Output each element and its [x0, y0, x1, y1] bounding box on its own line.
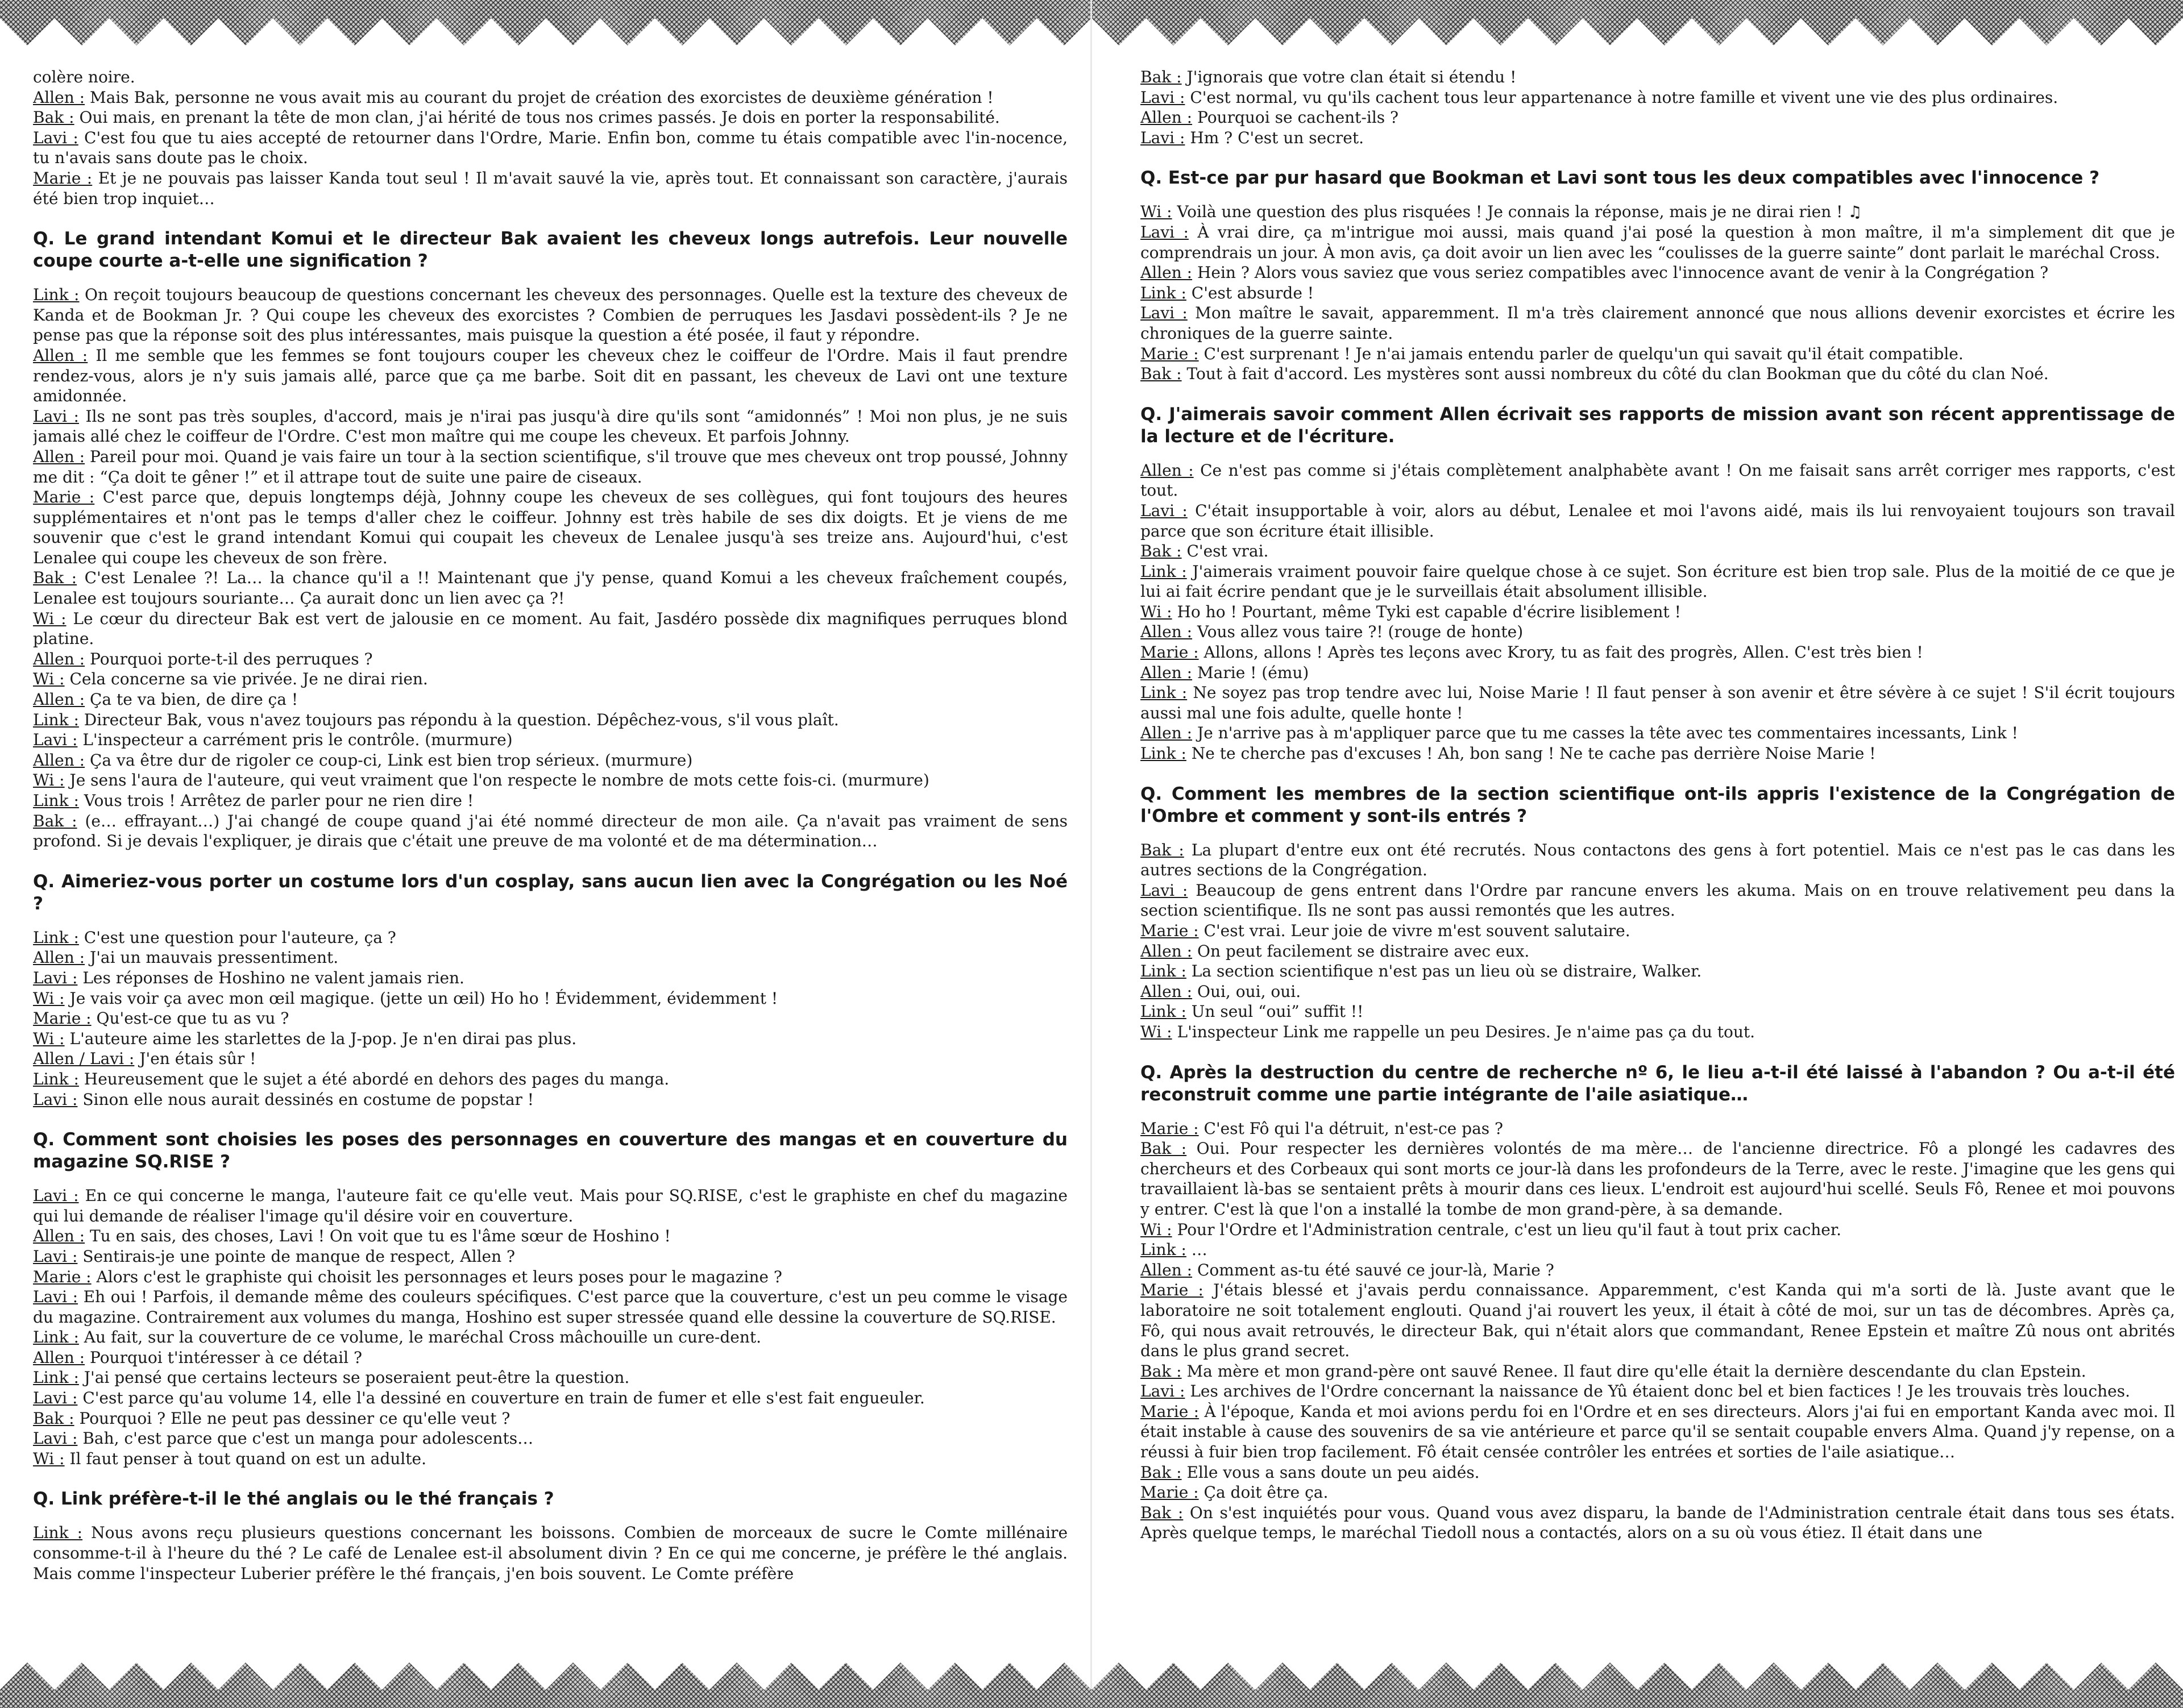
dialogue-line — [1140, 222, 2175, 263]
dialogue-text: Je sens l'aura de l'auteure, qui veut vraiment que l'on respecte le nombre de mots cette fois-ci. (murmure) — [69, 771, 929, 790]
speaker-name: Link : — [33, 1523, 83, 1543]
dialogue-line — [33, 1226, 1068, 1246]
dialogue-line — [33, 1408, 1068, 1429]
speaker-name: Bak : — [1140, 1503, 1184, 1522]
speaker-name: Wi : — [33, 609, 67, 628]
dialogue-text: Tu en sais, des choses, Lavi ! On voit que tu es l'âme sœur de Hoshino ! — [89, 1227, 671, 1246]
dialogue-text: Eh oui ! Parfois, il demande même des couleurs spécifiques. C'est parce que la couverture, c'est un peu comme le visage du magazine. Contrairement aux volumes du manga, Hoshino est super stressée quand elle dessine la couverture de SQ.RISE. — [33, 1287, 1068, 1327]
dialogue-text: Pourquoi ? Elle ne peut pas dessiner ce qu'elle veut ? — [79, 1408, 511, 1428]
dialogue-line — [33, 406, 1068, 447]
dialogue-text: Sinon elle nous aurait dessinés en costume de popstar ! — [82, 1090, 534, 1109]
speaker-name: Lavi : — [33, 1389, 78, 1408]
dialogue-line — [33, 669, 1068, 689]
question-heading: Q. Le grand intendant Komui et le directeur Bak avaient les cheveux longs autrefois. Leur nouvelle coupe courte a-t-elle une signification ? — [33, 228, 1068, 272]
speaker-name: Allen : — [33, 649, 85, 668]
speaker-name: Link : — [1140, 283, 1186, 302]
dialogue-line — [33, 107, 1068, 128]
dialogue-line — [33, 1287, 1068, 1327]
dialogue-text: En ce qui concerne le manga, l'auteure fait ce qu'elle veut. Mais pour SQ.RISE, c'est le graphiste en chef du magazine qui lui demande de réaliser l'image qu'il désire voir en couverture. — [33, 1186, 1068, 1225]
speaker-name: Allen : — [1140, 982, 1193, 1001]
speaker-name: Wi : — [1140, 1220, 1172, 1239]
speaker-name: Allen : — [33, 447, 85, 466]
question-heading: Q. Link préfère-t-il le thé anglais ou le thé français ? — [33, 1489, 554, 1510]
dialogue-line — [1140, 128, 2175, 148]
dialogue-text: … — [1191, 1240, 1207, 1260]
dialogue-line — [1140, 303, 2175, 343]
question-heading: Q. Est-ce par pur hasard que Bookman et Lavi sont tous les deux compatibles avec l'innocence ? — [1140, 168, 2100, 189]
speaker-name: Marie : — [1140, 1119, 1199, 1138]
page-gutter — [1090, 0, 1092, 1708]
speaker-name: Bak : — [1140, 1361, 1182, 1381]
speaker-name: Lavi : — [1140, 304, 1188, 323]
dialogue-text: Les archives de l'Ordre concernant la naissance de Yû étaient donc bel et bien factices ! Je les trouvais très louches. — [1190, 1382, 2130, 1401]
dialogue-text: C'est surprenant ! Je n'ai jamais entendu parler de quelqu'un qui savait qu'il était compatible. — [1203, 344, 1964, 363]
dialogue-text: Et je ne pouvais pas laisser Kanda tout seul ! Il m'avait sauvé la vie, après tout. Et connaissant son caractère, j'aurais été bien trop inquiet… — [33, 168, 1068, 208]
dialogue-text: Oui, oui, oui. — [1197, 982, 1301, 1001]
dialogue-text: C'est absurde ! — [1191, 283, 1314, 302]
dialogue-text: Ma mère et mon grand-père ont sauvé Renee. Il faut dire qu'elle était la dernière descendante du clan Epstein. — [1186, 1361, 2086, 1381]
dialogue-text: On s'est inquiétés pour vous. Quand vous avez disparu, la bande de l'Administration centrale était dans tous ses états. Après quelque temps, le maréchal Tiedoll nous a contactés, alors on a su où vous étiez. Il était dans une — [1140, 1503, 2175, 1543]
speaker-name: Bak : — [1140, 840, 1184, 859]
dialogue-line — [33, 1388, 1068, 1408]
dialogue-text: Ne soyez pas trop tendre avec lui, Noise Marie ! Il faut penser à son avenir et être sévère à ce sujet ! S'il écrit toujours aussi mal une fois adulte, quelle honte ! — [1140, 683, 2175, 722]
dialogue-text: Allons, allons ! Après tes leçons avec Krory, tu as fait des progrès, Allen. C'est très bien ! — [1203, 643, 1923, 662]
speaker-name: Marie : — [1140, 1402, 1200, 1421]
dialogue-line — [33, 710, 1068, 730]
dialogue-line — [1140, 723, 2175, 743]
question-heading: Q. Comment sont choisies les poses des personnages en couverture des mangas et en couverture du magazine SQ.RISE ? — [33, 1129, 1068, 1173]
dialogue-text: À vrai dire, ça m'intrigue moi aussi, mais quand j'ai posé la question à mon maître, il m'a simplement dit que je comprendrais un jour. À mon avis, ça doit avoir un lien avec les “coulisses de la guerre sainte” dont parlait le maréchal Cross. — [1140, 222, 2175, 262]
speaker-name: Allen : — [1140, 663, 1193, 682]
dialogue-line — [33, 1428, 1068, 1449]
dialogue-line — [1140, 562, 2175, 602]
speaker-name: Lavi : — [33, 968, 78, 987]
dialogue-line — [33, 609, 1068, 649]
left-text-column — [33, 67, 1068, 1659]
dialogue-text: Ho ho ! Pourtant, même Tyki est capable d'écrire lisiblement ! — [1177, 602, 1681, 621]
speaker-name: Wi : — [33, 1449, 65, 1468]
speaker-name: Link : — [1140, 1002, 1186, 1021]
dialogue-line — [1140, 541, 2175, 562]
dialogue-text: Ne te cherche pas d'excuses ! Ah, bon sang ! Ne te cache pas derrière Noise Marie ! — [1191, 744, 1876, 763]
speaker-name: Marie : — [1140, 643, 1199, 662]
speaker-name: Lavi : — [33, 128, 78, 147]
dialogue-text: Vous allez vous taire ?! (rouge de honte) — [1197, 622, 1524, 642]
dialogue-text: Vous trois ! Arrêtez de parler pour ne rien dire ! — [84, 791, 474, 810]
dialogue-line — [1140, 840, 2175, 880]
dialogue-text: C'est fou que tu aies accepté de retourner dans l'Ordre, Marie. Enfin bon, comme tu étais compatible avec l'in-nocence, tu n'avais sans doute pas le choix. — [33, 128, 1068, 168]
speaker-name: Link : — [33, 928, 79, 947]
speaker-name: Marie : — [33, 1267, 92, 1286]
question-heading: Q. J'aimerais savoir comment Allen écrivait ses rapports de mission avant son récent apprentissage de la lecture et de l'écriture. — [1140, 404, 2175, 447]
dialogue-line — [33, 1186, 1068, 1226]
dialogue-text: J'ignorais que votre clan était si étendu ! — [1186, 68, 1517, 86]
speaker-name: Wi : — [33, 988, 65, 1008]
dialogue-text: colère noire. — [33, 68, 135, 86]
speaker-name: Allen : — [1140, 1260, 1193, 1279]
speaker-name: Marie : — [33, 488, 95, 507]
speaker-name: Bak : — [1140, 1462, 1182, 1482]
dialogue-text: On reçoit toujours beaucoup de questions concernant les cheveux des personnages. Quelle est la texture des cheveux de Kanda et de Bookman Jr. ? Qui coupe les cheveux des exorcistes ? Combien de perruques les Jasdavi possèdent-ils ? Je ne pense pas que la réponse soit des plus intéressantes, mais puisque la question a été posée, il faut y répondre. — [33, 285, 1068, 345]
dialogue-text: Elle vous a sans doute un peu aidés. — [1186, 1462, 1480, 1482]
dialogue-line — [33, 1049, 1068, 1069]
speaker-name: Link : — [33, 710, 79, 729]
dialogue-line — [33, 1267, 1068, 1287]
dialogue-line — [1140, 1280, 2175, 1361]
dialogue-line — [1140, 1138, 2175, 1219]
dialogue-text: Hein ? Alors vous saviez que vous seriez compatibles avec l'innocence avant de venir à la Congrégation ? — [1197, 263, 2049, 282]
dialogue-line — [1140, 88, 2175, 108]
dialogue-text: Ce n'est pas comme si j'étais complètement analphabète avant ! On me faisait sans arrêt corriger mes rapports, c'est tout. — [1140, 460, 2175, 500]
speaker-name: Marie : — [1140, 1281, 1203, 1300]
dialogue-text: C'est vrai. Leur joie de vivre m'est souvent salutaire. — [1203, 921, 1630, 940]
speaker-name: Allen : — [33, 948, 85, 967]
dialogue-line — [1140, 961, 2175, 982]
dialogue-text: Un seul “oui” suffit !! — [1191, 1002, 1364, 1021]
dialogue-text: À l'époque, Kanda et moi avions perdu foi en l'Ordre et en ses directeurs. Alors j'ai fui en emportant Kanda avec moi. Il était instable à cause des souvenirs de sa vie antérieure et parce qu'il se sentait coupable envers Alma. Quand j'y repense, on a réussi à fuir bien trop facilement. Fô était censée contrôler les entrées et sorties de l'aile asiatique… — [1140, 1402, 2175, 1462]
dialogue-text: Je vais voir ça avec mon œil magique. (jette un œil) Ho ho ! Évidemment, évidemment ! — [69, 988, 778, 1008]
speaker-name: Bak : — [1140, 542, 1182, 561]
speaker-name: Lavi : — [1140, 1382, 1185, 1401]
dialogue-line — [33, 346, 1068, 406]
dialogue-line — [33, 750, 1068, 771]
dialogue-text: Ça te va bien, de dire ça ! — [89, 690, 298, 709]
dialogue-text: Oui. Pour respecter les dernières volontés de ma mère… de l'ancienne directrice. Fô a plongé les cadavres des chercheurs et des Corbeaux qui sont morts ce jour-là dans les profondeurs de la Terre, avec le reste. J'imagine que les gens qui travaillaient là-bas se sentaient prêts à mourir dans ces lieux. L'endroit est aujourd'hui scellé. Seuls Fô, Renee et moi pouvons y entrer. C'est là que l'on a installé la tombe de mon grand-père, à sa demande. — [1140, 1139, 2175, 1219]
speaker-name: Lavi : — [1140, 88, 1185, 107]
dialogue-text: J'étais blessé et j'avais perdu connaissance. Apparemment, c'est Kanda qui m'a sorti de là. Juste avant que le laboratoire ne soit totalement englouti. Quand j'ai rouvert les yeux, il était à côté de moi, sur un tas de décombres. Après ça, Fô, qui nous avait retrouvés, le directeur Bak, qui n'était alors que commandant, Renee Epstein et maître Zû nous ont abrités dans le plus grand secret. — [1140, 1281, 2175, 1361]
speaker-name: Link : — [1140, 1240, 1186, 1260]
dialogue-line — [1140, 642, 2175, 663]
dialogue-line — [1140, 1260, 2175, 1281]
dialogue-text: C'est Lenalee ?! La… la chance qu'il a !! Maintenant que j'y pense, quand Komui a les cheveux fraîchement coupés, Lenalee est toujours souriante… Ça aurait donc un lien avec ça ?! — [33, 568, 1068, 608]
speaker-name: Link : — [33, 1368, 79, 1387]
speaker-name: Link : — [1140, 962, 1186, 981]
speaker-name: Allen : — [33, 1227, 85, 1246]
dialogue-text: Pourquoi se cachent-ils ? — [1197, 108, 1399, 127]
dialogue-line — [33, 791, 1068, 811]
dialogue-text: Il me semble que les femmes se font toujours couper les cheveux chez le coiffeur de l'Ordre. Mais il faut prendre rendez-vous, alors je n'y suis jamais allé, parce que ça me barbe. Soit dit en passant, les cheveux de Lavi ont une texture amidonnée. — [33, 346, 1068, 406]
dialogue-line — [33, 1348, 1068, 1368]
dialogue-line — [33, 689, 1068, 710]
dialogue-text: Tout à fait d'accord. Les mystères sont aussi nombreux du côté du clan Bookman que du côté du clan Noé. — [1186, 364, 2049, 384]
speaker-name: Lavi : — [33, 1246, 78, 1266]
speaker-name: Wi : — [33, 670, 65, 689]
dialogue-text: Ça doit être ça. — [1203, 1483, 1329, 1502]
dialogue-line — [1140, 460, 2175, 501]
dialogue-line — [33, 1008, 1068, 1029]
dialogue-line — [1140, 921, 2175, 941]
dialogue-line — [1140, 982, 2175, 1002]
dialogue-line — [33, 1246, 1068, 1267]
speaker-name: Allen : — [33, 346, 88, 365]
speaker-name: Wi : — [33, 1029, 65, 1048]
dialogue-line — [33, 811, 1068, 851]
speaker-name: Lavi : — [33, 1287, 78, 1307]
dialogue-line — [1140, 202, 2175, 222]
dialogue-text: C'est Fô qui l'a détruit, n'est-ce pas ? — [1203, 1119, 1504, 1138]
dialogue-text: Bah, c'est parce que c'est un manga pour adolescents… — [82, 1429, 534, 1448]
dialogue-line — [33, 1449, 1068, 1469]
speaker-name: Marie : — [33, 168, 93, 188]
speaker-name: Allen / Lavi : — [33, 1049, 135, 1069]
dialogue-line — [1140, 743, 2175, 764]
dialogue-text: Ça va être dur de rigoler ce coup-ci, Link est bien trop sérieux. (murmure) — [89, 750, 693, 770]
speaker-name: Lavi : — [1140, 128, 1185, 147]
speaker-name: Allen : — [33, 750, 85, 770]
dialogue-line — [33, 928, 1068, 948]
dialogue-text: Pareil pour moi. Quand je vais faire un tour à la section scientifique, s'il trouve que mes cheveux ont trop poussé, Johnny me dit : “Ça doit te gêner !” et il attrape tout de suite une paire de ciseaux. — [33, 447, 1068, 487]
speaker-name: Link : — [1140, 683, 1188, 703]
dialogue-text: J'aimerais vraiment pouvoir faire quelque chose à ce sujet. Son écriture est bien trop sale. Plus de la moitié de ce que je lui ai fait écrire pendant que je le surveillais était absolument illisible. — [1140, 562, 2175, 601]
dialogue-text: Directeur Bak, vous n'avez toujours pas répondu à la question. Dépêchez-vous, s'il vous plaît. — [84, 710, 839, 729]
dialogue-line — [1140, 1402, 2175, 1462]
dialogue-line — [1140, 941, 2175, 962]
dialogue-line — [1140, 501, 2175, 541]
dialogue-text: Cela concerne sa vie privée. Je ne dirai rien. — [69, 670, 428, 689]
dialogue-line — [33, 770, 1068, 791]
dialogue-line — [33, 487, 1068, 568]
dialogue-text: J'en étais sûr ! — [139, 1049, 256, 1069]
question-heading: Q. Après la destruction du centre de recherche nº 6, le lieu a-t-il été laissé à l'abandon ? Ou a-t-il été reconstruit comme une partie intégrante de l'aile asiatique… — [1140, 1062, 2175, 1105]
dialogue-line — [1140, 1001, 2175, 1022]
speaker-name: Allen : — [33, 88, 85, 107]
speaker-name: Lavi : — [33, 1090, 78, 1109]
speaker-name: Allen : — [1140, 263, 1193, 282]
speaker-name: Bak : — [33, 811, 77, 830]
dialogue-text: Il faut penser à tout quand on est un adulte. — [69, 1449, 426, 1468]
speaker-name: Bak : — [1140, 364, 1182, 384]
dialogue-line — [1140, 1119, 2175, 1139]
speaker-name: Marie : — [1140, 1483, 1199, 1502]
dialogue-line — [1140, 67, 2175, 88]
dialogue-text: L'auteure aime les starlettes de la J-pop. Je n'en dirai pas plus. — [69, 1029, 577, 1048]
dialogue-text: Les réponses de Hoshino ne valent jamais rien. — [82, 968, 464, 987]
dialogue-line — [1140, 683, 2175, 723]
dialogue-text: Pour l'Ordre et l'Administration centrale, c'est un lieu qu'il faut à tout prix cacher. — [1177, 1220, 1842, 1239]
speaker-name: Link : — [1140, 744, 1186, 763]
dialogue-text: Marie ! (ému) — [1197, 663, 1309, 682]
dialogue-text: J'ai un mauvais pressentiment. — [89, 948, 339, 967]
dialogue-line — [33, 568, 1068, 608]
dialogue-line — [33, 1090, 1068, 1110]
speaker-name: Lavi : — [1140, 501, 1188, 520]
dialogue-line — [33, 168, 1068, 209]
speaker-name: Lavi : — [1140, 222, 1189, 242]
speaker-name: Allen : — [1140, 941, 1193, 961]
speaker-name: Marie : — [1140, 921, 1199, 940]
dialogue-text: Qu'est-ce que tu as vu ? — [96, 1009, 289, 1028]
dialogue-text: Sentirais-je une pointe de manque de respect, Allen ? — [82, 1246, 516, 1266]
dialogue-text: Le cœur du directeur Bak est vert de jalousie en ce moment. Au fait, Jasdéro possède dix magnifiques perruques blond platine. — [33, 609, 1068, 649]
dialogue-line — [1140, 344, 2175, 364]
dialogue-line — [1140, 107, 2175, 128]
speaker-name: Lavi : — [33, 1429, 78, 1448]
speaker-name: Marie : — [33, 1009, 92, 1028]
dialogue-text: Pourquoi t'intéresser à ce détail ? — [89, 1348, 362, 1367]
dialogue-line — [33, 67, 1068, 88]
dialogue-text: Alors c'est le graphiste qui choisit les personnages et leurs poses pour le magazine ? — [96, 1267, 782, 1286]
dialogue-text: Hm ? C'est un secret. — [1190, 128, 1364, 147]
question-heading: Q. Comment les membres de la section scientifique ont-ils appris l'existence de la Congrégation de l'Ombre et comment y sont-ils entrés ? — [1140, 783, 2175, 826]
dialogue-line — [33, 88, 1068, 108]
dialogue-line — [1140, 1462, 2175, 1483]
dialogue-text: Mais Bak, personne ne vous avait mis au courant du projet de création des exorcistes de deuxième génération ! — [89, 88, 994, 107]
dialogue-text: Mon maître le savait, apparemment. Il m'a très clairement annoncé que nous allions devenir exorcistes et écrire les chroniques de la guerre sainte. — [1140, 304, 2175, 343]
dialogue-text: C'est normal, vu qu'ils cachent tous leur appartenance à notre famille et vivent une vie des plus ordinaires. — [1190, 88, 2059, 107]
speaker-name: Allen : — [1140, 622, 1193, 642]
dialogue-text: Ils ne sont pas très souples, d'accord, mais je n'irai pas jusqu'à dire qu'ils sont “amidonnés” ! Moi non plus, je ne suis jamais allé chez le coiffeur de l'Ordre. C'est mon maître qui me coupe les cheveux. Et parfois Johnny. — [33, 406, 1068, 446]
dialogue-line — [33, 649, 1068, 670]
speaker-name: Link : — [33, 285, 80, 305]
dialogue-text: Nous avons reçu plusieurs questions concernant les boissons. Combien de morceaux de sucre le Comte millénaire consomme-t-il à l'heure du thé ? Le café de Lenalee est-il absolument divin ? En ce qui me concerne, je préfère le thé anglais. Mais comme l'inspecteur Luberier préfère le thé français, j'en bois souvent. Le Comte préfère — [33, 1523, 1068, 1583]
question-heading: Q. Aimeriez-vous porter un costume lors d'un cosplay, sans aucun lien avec la Congrégation ou les Noé ? — [33, 871, 1068, 914]
speaker-name: Lavi : — [33, 406, 79, 426]
dialogue-text: C'est parce qu'au volume 14, elle l'a dessiné en couverture en train de fumer et elle s'est fait engueuler. — [82, 1389, 925, 1408]
dialogue-line — [1140, 1220, 2175, 1240]
dialogue-text: L'inspecteur Link me rappelle un peu Desires. Je n'aime pas ça du tout. — [1177, 1022, 1755, 1041]
dialogue-line — [1140, 1022, 2175, 1042]
dialogue-text: Beaucoup de gens entrent dans l'Ordre par rancune envers les akuma. Mais on en trouve relativement peu dans la section scientifique. Ils ne sont pas aussi remontés que les autres. — [1140, 880, 2175, 920]
dialogue-line — [33, 447, 1068, 487]
dialogue-line — [1140, 1482, 2175, 1503]
dialogue-line — [33, 1523, 1068, 1584]
speaker-name: Wi : — [1140, 1022, 1172, 1041]
speaker-name: Bak : — [33, 1408, 74, 1428]
speaker-name: Bak : — [33, 568, 77, 588]
dialogue-text: C'est une question pour l'auteure, ça ? — [84, 928, 396, 947]
dialogue-text: Je n'arrive pas à m'appliquer parce que tu me casses la tête avec tes commentaires incessants, Link ! — [1197, 724, 2018, 743]
dialogue-line — [1140, 663, 2175, 683]
dialogue-line — [33, 730, 1068, 750]
dialogue-text: Voilà une question des plus risquées ! Je connais la réponse, mais je ne dirai rien ! ♫ — [1177, 202, 1862, 222]
dialogue-line — [33, 128, 1068, 168]
speaker-name: Lavi : — [33, 1186, 79, 1206]
speaker-name: Allen : — [1140, 460, 1194, 480]
dialogue-text: C'est parce que, depuis longtemps déjà, Johnny coupe les cheveux de ses collègues, qui font toujours des heures supplémentaires et n'ont pas le temps d'aller chez le coiffeur. Johnny est très habile de ses dix doigts. Et je viens de me souvenir que c'est le grand intendant Komui qui coupait les cheveux de Lenalee jusqu'à ses treize ans. Aujourd'hui, c'est Lenalee qui coupe les cheveux de son frère. — [33, 488, 1068, 567]
dialogue-line — [1140, 622, 2175, 642]
dialogue-line — [33, 1327, 1068, 1348]
dialogue-text: J'ai pensé que certains lecteurs se poseraient peut-être la question. — [84, 1368, 630, 1387]
dialogue-line — [33, 1029, 1068, 1049]
speaker-name: Lavi : — [33, 730, 78, 750]
dialogue-line — [33, 947, 1068, 968]
dialogue-text: La section scientifique n'est pas un lieu où se distraire, Walker. — [1191, 962, 1702, 981]
speaker-name: Bak : — [1140, 1139, 1187, 1158]
dialogue-text: C'est vrai. — [1186, 542, 1269, 561]
dialogue-text: Au fait, sur la couverture de ce volume, le maréchal Cross mâchouille un cure-dent. — [84, 1328, 762, 1347]
dialogue-line — [33, 968, 1068, 988]
speaker-name: Bak : — [1140, 68, 1182, 86]
dialogue-text: Oui mais, en prenant la tête de mon clan, j'ai hérité de tous nos crimes passés. Je dois en porter la responsabilité. — [79, 108, 1000, 127]
speaker-name: Bak : — [33, 108, 74, 127]
dialogue-text: L'inspecteur a carrément pris le contrôle. (murmure) — [82, 730, 513, 750]
dialogue-text: (e… effrayant…) J'ai changé de coupe quand j'ai été nommé directeur de mon aile. Ça n'avait pas vraiment de sens profond. Si je devais l'expliquer, je dirais que c'était une preuve de ma volonté et de ma détermination… — [33, 811, 1068, 851]
speaker-name: Link : — [33, 791, 79, 810]
speaker-name: Allen : — [1140, 724, 1193, 743]
speaker-name: Link : — [33, 1328, 79, 1347]
speaker-name: Wi : — [1140, 602, 1172, 621]
dialogue-line — [33, 1368, 1068, 1388]
speaker-name: Wi : — [33, 771, 65, 790]
dialogue-text: C'était insupportable à voir, alors au début, Lenalee et moi l'avons aidé, mais ils lui renvoyaient toujours son travail parce que son écriture était illisible. — [1140, 501, 2175, 541]
dialogue-line — [1140, 1503, 2175, 1543]
speaker-name: Link : — [33, 1069, 79, 1088]
dialogue-line — [33, 988, 1068, 1009]
dialogue-text: Heureusement que le sujet a été abordé en dehors des pages du manga. — [84, 1069, 670, 1088]
dialogue-text: La plupart d'entre eux ont été recrutés. Nous contactons des gens à fort potentiel. Mais ce n'est pas le cas dans les autres sections de la Congrégation. — [1140, 840, 2175, 880]
dialogue-text: Pourquoi porte-t-il des perruques ? — [89, 649, 373, 668]
speaker-name: Link : — [1140, 562, 1187, 581]
speaker-name: Marie : — [1140, 344, 1199, 363]
dialogue-line — [1140, 263, 2175, 283]
speaker-name: Allen : — [1140, 108, 1193, 127]
dialogue-line — [33, 1069, 1068, 1090]
right-text-column — [1140, 67, 2175, 1659]
dialogue-line — [1140, 1240, 2175, 1260]
dialogue-text: Comment as-tu été sauvé ce jour-là, Marie ? — [1197, 1260, 1554, 1279]
dialogue-line — [1140, 364, 2175, 384]
dialogue-line — [33, 285, 1068, 346]
dialogue-line — [1140, 1361, 2175, 1382]
dialogue-line — [1140, 283, 2175, 304]
dialogue-line — [1140, 602, 2175, 622]
dialogue-text: On peut facilement se distraire avec eux. — [1197, 941, 1530, 961]
speaker-name: Allen : — [33, 690, 85, 709]
speaker-name: Lavi : — [1140, 880, 1188, 900]
speaker-name: Allen : — [33, 1348, 85, 1367]
dialogue-line — [1140, 1381, 2175, 1402]
speaker-name: Wi : — [1140, 202, 1172, 222]
dialogue-line — [1140, 880, 2175, 921]
